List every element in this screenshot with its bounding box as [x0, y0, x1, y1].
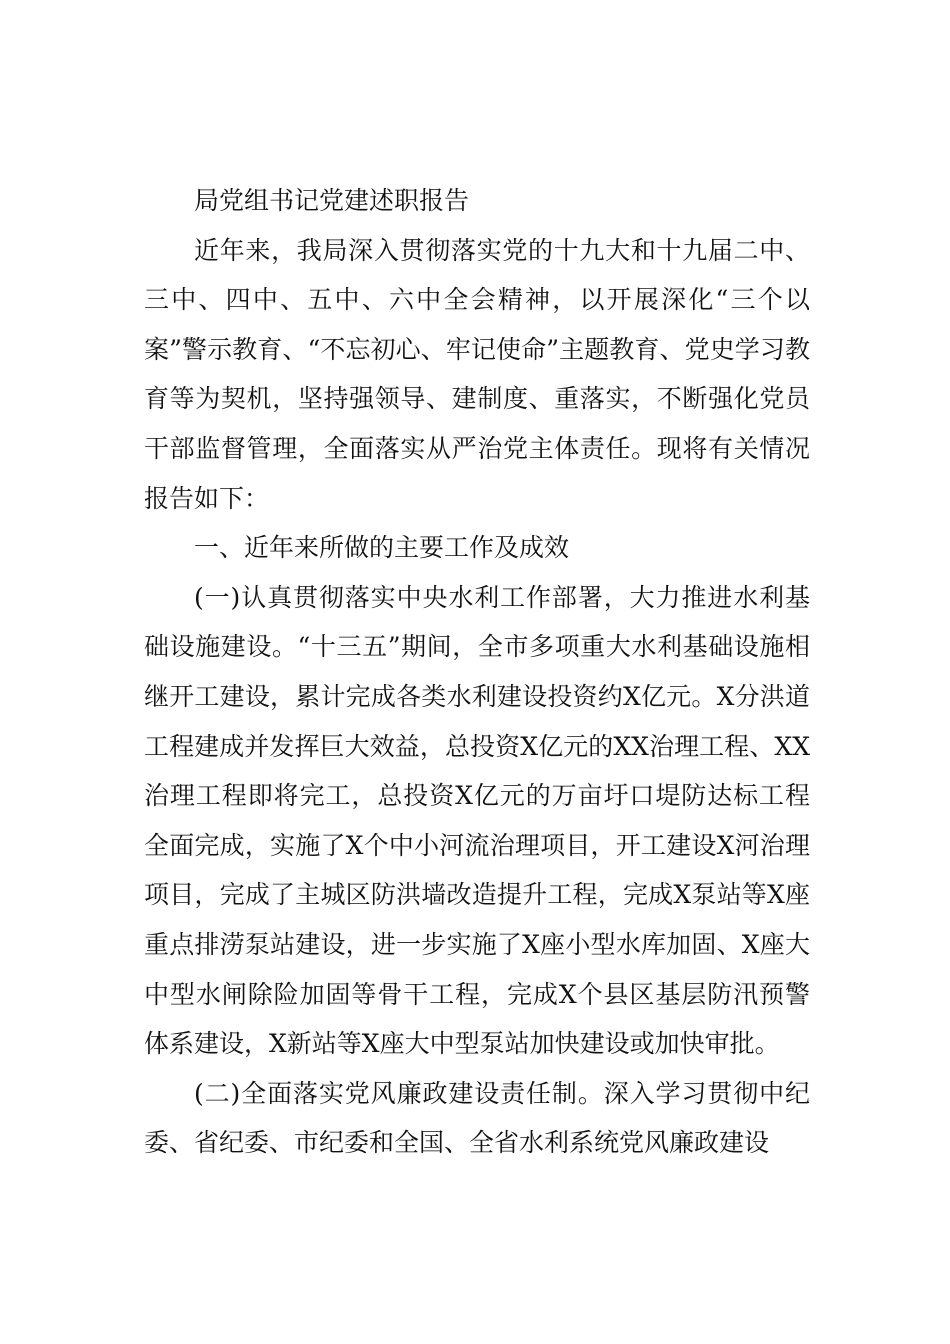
intro-paragraph: 近年来，我局深入贯彻落实党的十九大和十九届二中、三中、四中、五中、六中全会精神，以开展深化“三个以案”警示教育、“不忘初心、牢记使命”主题教育、党史学习教育等为契机，坚持强领导、建制度、重落实，不断强化党员干部监督管理，全面落实从严治党主体责任。现将有关情况报告如下：	[144, 235, 810, 513]
item-paragraph-1: (一)认真贯彻落实中央水利工作部署，大力推进水利基础设施建设。“十三五”期间，全市多项重大水利基础设施相继开工建设，累计完成各类水利建设投资约X亿元。X分洪道工程建成并发挥巨大效益，总投资X亿元的XX治理工程、XX治理工程即将完工，总投资X亿元的万亩圩口堤防达标工程全面完成，实施了X个中小河流治理项目，开工建设X河治理项目，完成了主城区防洪墙改造提升工程，完成X泵站等X座重点排涝泵站建设，进一步实施了X座小型水库加固、X座大中型水闸除险加固等骨干工程，完成X个县区基层防汛预警体系建设，X新站等X座大中型泵站加快建设或加快审批。	[144, 582, 810, 1059]
document-body	[144, 176, 810, 1168]
item-paragraph-2: (二)全面落实党风廉政建设责任制。深入学习贯彻中纪委、省纪委、市纪委和全国、全省水利系统党风廉政建设	[144, 1078, 810, 1158]
section-heading: 一、近年来所做的主要工作及成效	[194, 533, 570, 563]
document-title: 局党组书记党建述职报告	[194, 186, 470, 215]
